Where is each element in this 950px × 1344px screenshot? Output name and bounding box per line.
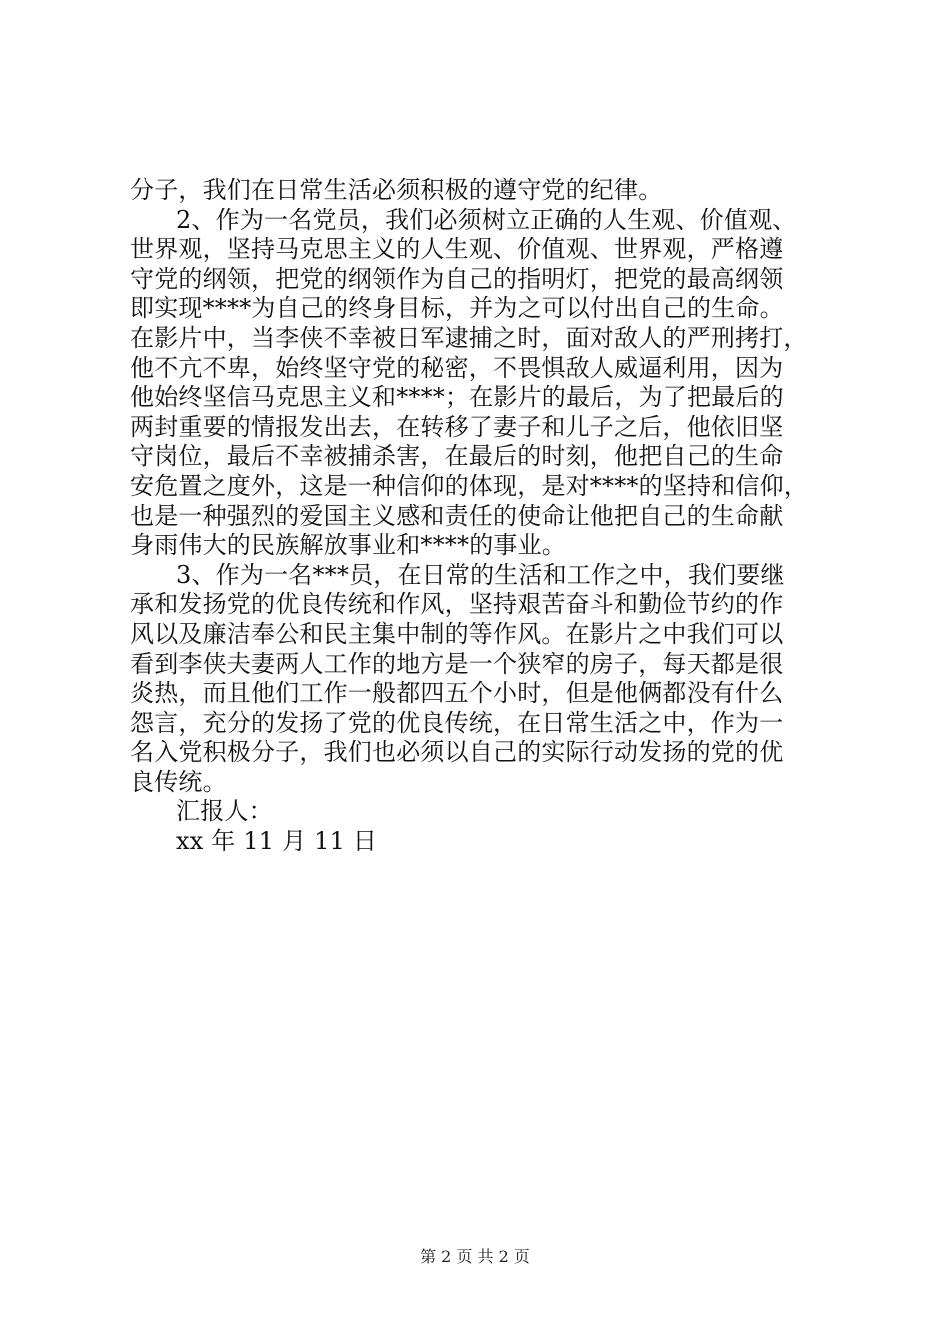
page-number-footer: 第 2 页 共 2 页: [420, 1247, 530, 1266]
text-line: 怨言，充分的发扬了党的优良传统，在日常生活之中，作为一: [130, 708, 784, 737]
text-line: 也是一种强烈的爱国主义感和责任的使命让他把自己的生命献: [130, 501, 784, 530]
text-line: 他不亢不卑，始终坚守党的秘密，不畏惧敌人威逼利用，因为: [130, 353, 784, 382]
text-line: 他始终坚信马克思主义和****；在影片的最后，为了把最后的: [130, 383, 784, 412]
text-line: 身雨伟大的民族解放事业和****的事业。: [130, 531, 566, 560]
text-line: 守党的纲领，把党的纲领作为自己的指明灯，把党的最高纲领: [130, 264, 784, 293]
text-line: 安危置之度外，这是一种信仰的体现，是对****的坚持和信仰，: [130, 471, 808, 500]
text-line: 守岗位，最后不幸被捕杀害，在最后的时刻，他把自己的生命: [130, 442, 784, 471]
paragraph-3-start: 3、作为一名***员，在日常的生活和工作之中，我们要继: [176, 560, 785, 589]
text-line: 炎热，而且他们工作一般都四五个小时，但是他俩都没有什么: [130, 679, 784, 708]
text-line: 世界观，坚持马克思主义的人生观、价值观、世界观，严格遵: [130, 235, 784, 264]
text-line: 两封重要的情报发出去，在转移了妻子和儿子之后，他依旧坚: [130, 412, 784, 441]
text-line: 风以及廉洁奉公和民主集中制的等作风。在影片之中我们可以: [130, 619, 784, 648]
text-line: 良传统。: [130, 767, 227, 796]
text-line: 分子，我们在日常生活必须积极的遵守党的纪律。: [130, 176, 663, 204]
document-body: [130, 176, 830, 857]
paragraph-2-start: 2、作为一名党员，我们必须树立正确的人生观、价值观、: [176, 205, 797, 234]
report-date: xx 年 11 月 11 日: [176, 827, 378, 856]
text-line: 在影片中，当李侠不幸被日军逮捕之时，面对敌人的严刑拷打，: [130, 323, 808, 352]
text-line: 名入党积极分子，我们也必须以自己的实际行动发扬的党的优: [130, 738, 784, 767]
text-line: 即实现****为自己的终身目标，并为之可以付出自己的生命。: [130, 294, 784, 323]
reporter-label: 汇报人：: [176, 797, 273, 826]
text-line: 看到李侠夫妻两人工作的地方是一个狭窄的房子，每天都是很: [130, 649, 784, 678]
text-line: 承和发扬党的优良传统和作风，坚持艰苦奋斗和勤俭节约的作: [130, 590, 784, 619]
